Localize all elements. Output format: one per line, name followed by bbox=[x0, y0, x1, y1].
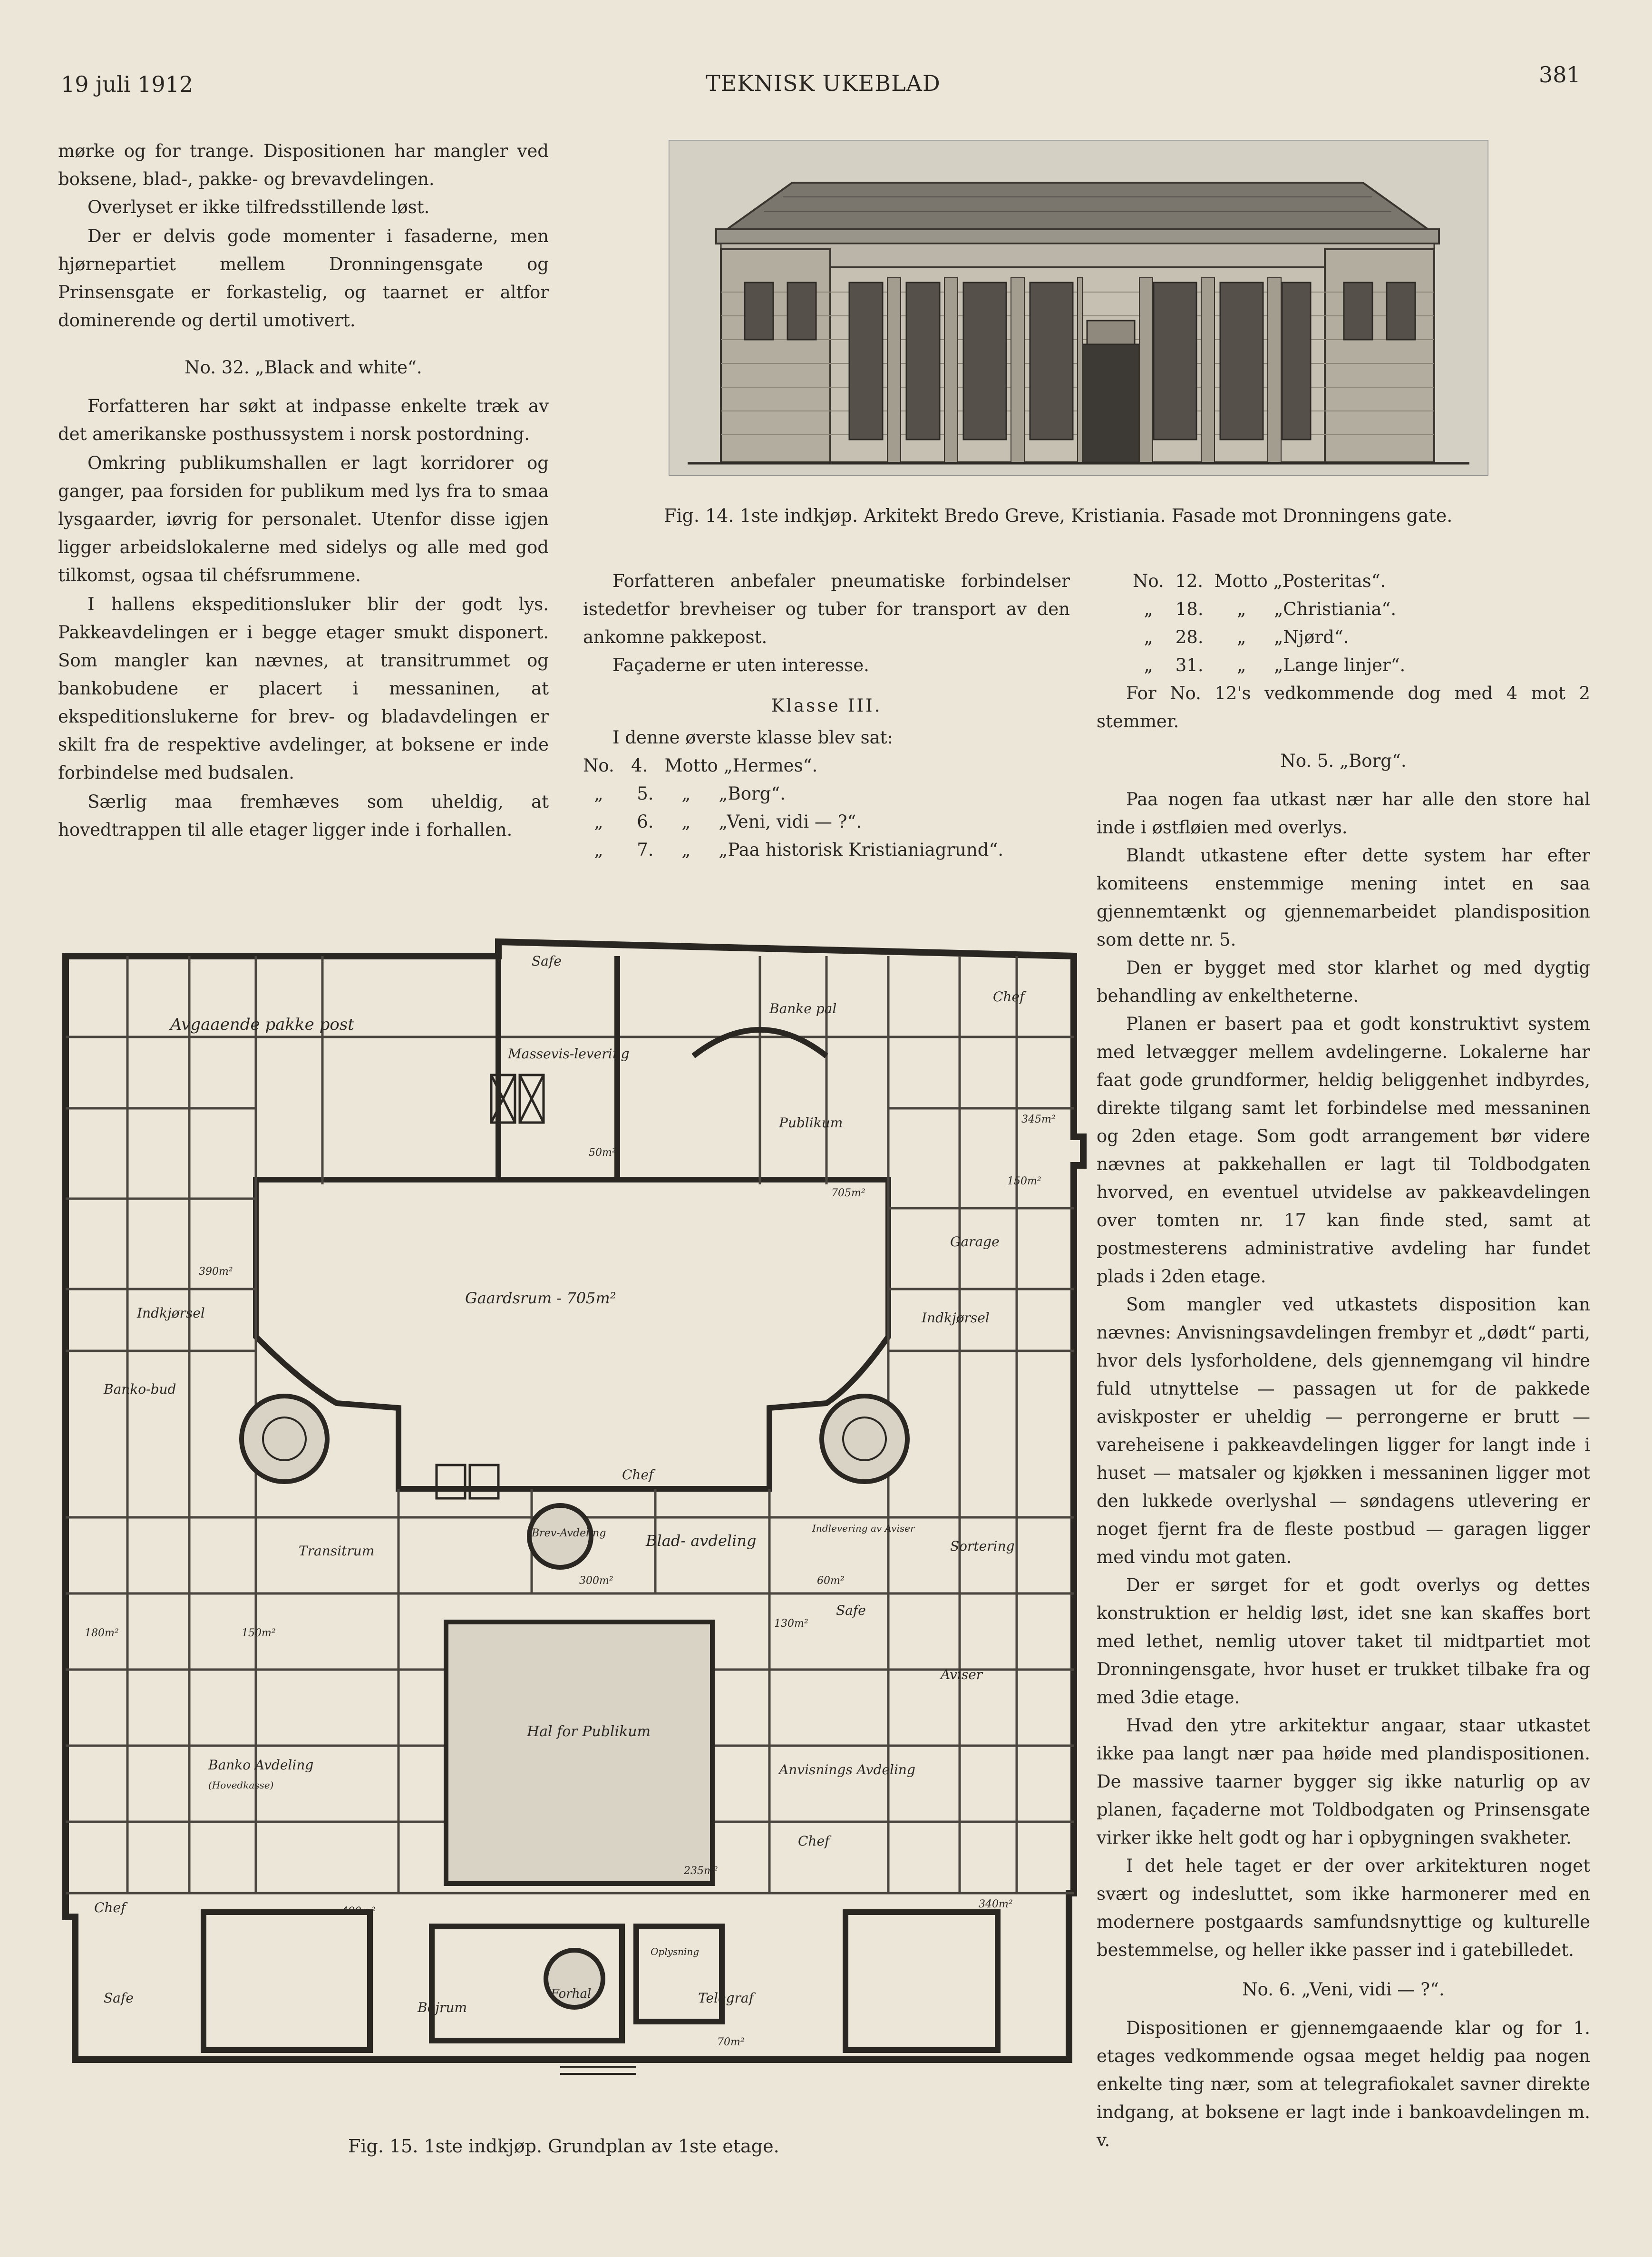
plan-label: 345m² bbox=[1021, 1114, 1056, 1125]
list-item: „ 7. „ „Paa historisk Kristianiagrund“. bbox=[583, 840, 1004, 860]
section-heading: No. 5. „Borg“. bbox=[1280, 751, 1407, 771]
list-item: „ 28. „ „Njørd“. bbox=[1133, 627, 1349, 647]
list-item: „ 31. „ „Lange linjer“. bbox=[1133, 655, 1406, 675]
list-item: „ 18. „ „Christiania“. bbox=[1133, 599, 1397, 619]
plan-label: Chef bbox=[94, 1900, 126, 1915]
plan-label: Garage bbox=[950, 1234, 1000, 1250]
paragraph: I hallens ekspeditionsluker blir der godt lys. Pakkeavdelingen er i begge etager smukt disponert. Som mangler kan nævnes, at transitrummet og bankobudene er placert i messaninen, at ekspeditionslukerne for brev- og bladavdelingen er skilt fra de respektive avdelinger, at boksene er inde forbindelse med budsalen. bbox=[58, 594, 549, 783]
plan-label: 300m² bbox=[579, 1575, 613, 1587]
section-heading: Klasse III. bbox=[771, 695, 882, 716]
plan-label: 340m² bbox=[979, 1898, 1013, 1910]
plan-label: 490m² bbox=[341, 1905, 376, 1917]
paragraph: Den er bygget med stor klarhet og med dygtig behandling av enkeltheterne. bbox=[1097, 958, 1590, 1006]
plan-label: Blad- avdeling bbox=[646, 1532, 757, 1550]
plan-label: Telegraf bbox=[698, 1990, 754, 2006]
plan-label: 50m² bbox=[589, 1147, 616, 1159]
ground-plan-drawing bbox=[56, 918, 1093, 2079]
paragraph: Blandt utkastene efter dette system har efter komiteens enstemmige mening intet en saa gjennemtænkt og gjennemarbeidet plandisposition som dette nr. 5. bbox=[1097, 845, 1590, 950]
plan-label: Publikum bbox=[779, 1115, 843, 1131]
plan-label: 150m² bbox=[242, 1627, 276, 1639]
paragraph: Forfatteren anbefaler pneumatiske forbindelser istedetfor brevheiser og tuber for transport av den ankomne pakkepost. bbox=[583, 571, 1070, 647]
paragraph: For No. 12's vedkommende dog med 4 mot 2 stemmer. bbox=[1097, 683, 1590, 732]
plan-label: Safe bbox=[104, 1990, 134, 2006]
plan-label: Safe bbox=[532, 953, 562, 969]
plan-label: Massevis-levering bbox=[508, 1046, 630, 1062]
plan-label: Forhal bbox=[551, 1987, 592, 2001]
plan-label: 705m² bbox=[831, 1187, 865, 1199]
paragraph: Forfatteren har søkt at indpasse enkelte træk av det amerikanske posthussystem i norsk postordning. bbox=[58, 396, 549, 444]
plan-label: Safe bbox=[836, 1602, 866, 1618]
column-left-text bbox=[58, 137, 549, 844]
list-item: No. 4. Motto „Hermes“. bbox=[583, 755, 818, 776]
paragraph: I det hele taget er der over arkitekturen noget svært og indesluttet, som ikke harmonerer med en modernere postgaards samfundsnyttige og kulturelle bestemmelse, og heller ikke passer ind i gatebilledet. bbox=[1097, 1856, 1590, 1960]
figure-caption-15: Fig. 15. 1ste indkjøp. Grundplan av 1ste etage. bbox=[348, 2136, 779, 2157]
list-item: „ 6. „ „Veni, vidi — ?“. bbox=[583, 811, 862, 832]
plan-label: Aviser bbox=[941, 1667, 983, 1682]
paragraph: I denne øverste klasse blev sat: bbox=[612, 727, 893, 748]
plan-label: 70m² bbox=[717, 2036, 745, 2048]
paragraph: Dispositionen er gjennemgaaende klar og for 1. etages vedkommende ogsaa meget heldig paa nogen enkelte ting nær, som at telegrafiokalet savner direkte indgang, at boksene er lagt inde i bankoavdelingen m. v. bbox=[1097, 2018, 1590, 2150]
paragraph: Hvad den ytre arkitektur angaar, staar utkastet ikke paa langt nær paa høide med plandispositionen. De massive taarner bygger sig ikke naturlig op av planen, façaderne mot Toldbodgaten og Prinsensgate virker ikke helt godt og har i opbygningen svakheter. bbox=[1097, 1715, 1590, 1848]
paragraph: Planen er basert paa et godt konstruktivt system med letvægger mellem avdelingerne. Lokalerne har faat gode grundformer, heldig beliggenhet indbyrdes, direkte tilgang samt let forbindelse med messaninen og 2den etage. Som godt arrangement bør videre nævnes at pakkehallen er lagt til Toldbodgaten hvorved, en eventuel utvidelse av pakkeavdelingen over tomten nr. 17 kan finde sted, samt at postmesterens administrative avdeling har fundet plads i 2den etage. bbox=[1097, 1014, 1590, 1287]
ground-plan-figure bbox=[56, 918, 1093, 2079]
plan-label: Chef bbox=[993, 989, 1025, 1005]
plan-label: Indkjørsel bbox=[922, 1310, 990, 1326]
paragraph: Façaderne er uten interesse. bbox=[612, 655, 869, 675]
list-item: No. 12. Motto „Posteritas“. bbox=[1133, 571, 1386, 591]
plan-label: Chef bbox=[622, 1467, 654, 1483]
plan-label: Anvisnings Avdeling bbox=[779, 1762, 915, 1778]
plan-label: 390m² bbox=[199, 1266, 233, 1278]
paragraph: mørke og for trange. Dispositionen har mangler ved boksene, blad-, pakke- og brevavdelingen. bbox=[58, 141, 549, 189]
paragraph: Der er delvis gode momenter i fasaderne, men hjørnepartiet mellem Dronningensgate og Prinsensgate er forkastelig, og taarnet er altfor dominerende og dertil umotivert. bbox=[58, 226, 549, 331]
plan-label: Banke pal bbox=[769, 1001, 837, 1016]
plan-label: Banko Avdeling bbox=[208, 1757, 314, 1773]
plan-label: Chef bbox=[798, 1833, 830, 1849]
paragraph: Særlig maa fremhæves som uheldig, at hovedtrappen til alle etager ligger inde i forhallen. bbox=[58, 791, 549, 840]
page-number: 381 bbox=[1539, 62, 1581, 88]
plan-label: 60m² bbox=[817, 1575, 845, 1587]
paragraph: Overlyset er ikke tilfredsstillende løst. bbox=[87, 197, 430, 217]
column-middle-text bbox=[583, 567, 1070, 864]
plan-label: 130m² bbox=[774, 1618, 808, 1630]
plan-label: 235m² bbox=[684, 1865, 718, 1877]
paragraph: Der er sørget for et godt overlys og dettes konstruktion er heldig løst, idet sne kan skaffes bort med lethet, nemlig utover taket til midtpartiet mot Dronningensgate, hvor huset er trukket tilbake fra og med 3die etage. bbox=[1097, 1575, 1590, 1708]
list-item: „ 5. „ „Borg“. bbox=[583, 783, 786, 804]
plan-label: Transitrum bbox=[299, 1543, 375, 1559]
paragraph: Omkring publikumshallen er lagt korridorer og ganger, paa forsiden for publikum med lys fra to smaa lysgaarder, iøvrig for personalet. Utenfor disse igjen ligger arbeidslokalerne med sidelys og alle med god tilkomst, ogsaa til chéfsrummene. bbox=[58, 453, 549, 586]
section-heading: No. 6. „Veni, vidi — ?“. bbox=[1242, 1979, 1445, 2000]
plan-label: Oplysning bbox=[651, 1946, 700, 1957]
plan-label: Brev-Avdeling bbox=[532, 1527, 606, 1539]
journal-title: TEKNISK UKEBLAD bbox=[706, 70, 941, 96]
facade-drawing bbox=[669, 140, 1488, 476]
plan-label: Bojrum bbox=[418, 2000, 467, 2015]
section-heading: No. 32. „Black and white“. bbox=[185, 357, 422, 378]
plan-label: Indkjørsel bbox=[137, 1305, 205, 1321]
page-date: 19 juli 1912 bbox=[61, 71, 194, 97]
paragraph: Paa nogen faa utkast nær har alle den store hal inde i østfløien med overlys. bbox=[1097, 789, 1590, 838]
facade-figure bbox=[669, 140, 1488, 476]
figure-caption-14: Fig. 14. 1ste indkjøp. Arkitekt Bredo Greve, Kristiania. Fasade mot Dronningens gate. bbox=[664, 505, 1453, 526]
plan-label: Sortering bbox=[950, 1538, 1015, 1554]
plan-label: (Hovedkasse) bbox=[208, 1779, 274, 1791]
plan-label: Banko-bud bbox=[104, 1381, 176, 1397]
plan-label: Gaardsrum - 705m² bbox=[465, 1289, 616, 1307]
plan-label: Avgaaende pakke post bbox=[170, 1015, 354, 1034]
plan-label: Hal for Publikum bbox=[527, 1723, 651, 1740]
plan-label: 180m² bbox=[85, 1627, 119, 1639]
plan-label: Indlevering av Aviser bbox=[812, 1523, 915, 1534]
column-right-text bbox=[1097, 567, 1590, 2154]
plan-label: 150m² bbox=[1007, 1175, 1041, 1187]
paragraph: Som mangler ved utkastets disposition kan nævnes: Anvisningsavdelingen frembyr et „dødt“ parti, hvor dels lysforholdene, dels gjennemgang vil hindre fuld utnyttelse — passagen ut for de pakkede aviskposter er uheldig — perrongerne er brutt — vareheisene i pakkeavdelingen ligger for langt inde i huset — matsaler og kjøkken i messaninen ligger mot den lukkede overlyshal — søndagens utlevering er noget fjernt fra de fleste postbud — garagen ligger med vindu mot gaten. bbox=[1097, 1294, 1590, 1567]
